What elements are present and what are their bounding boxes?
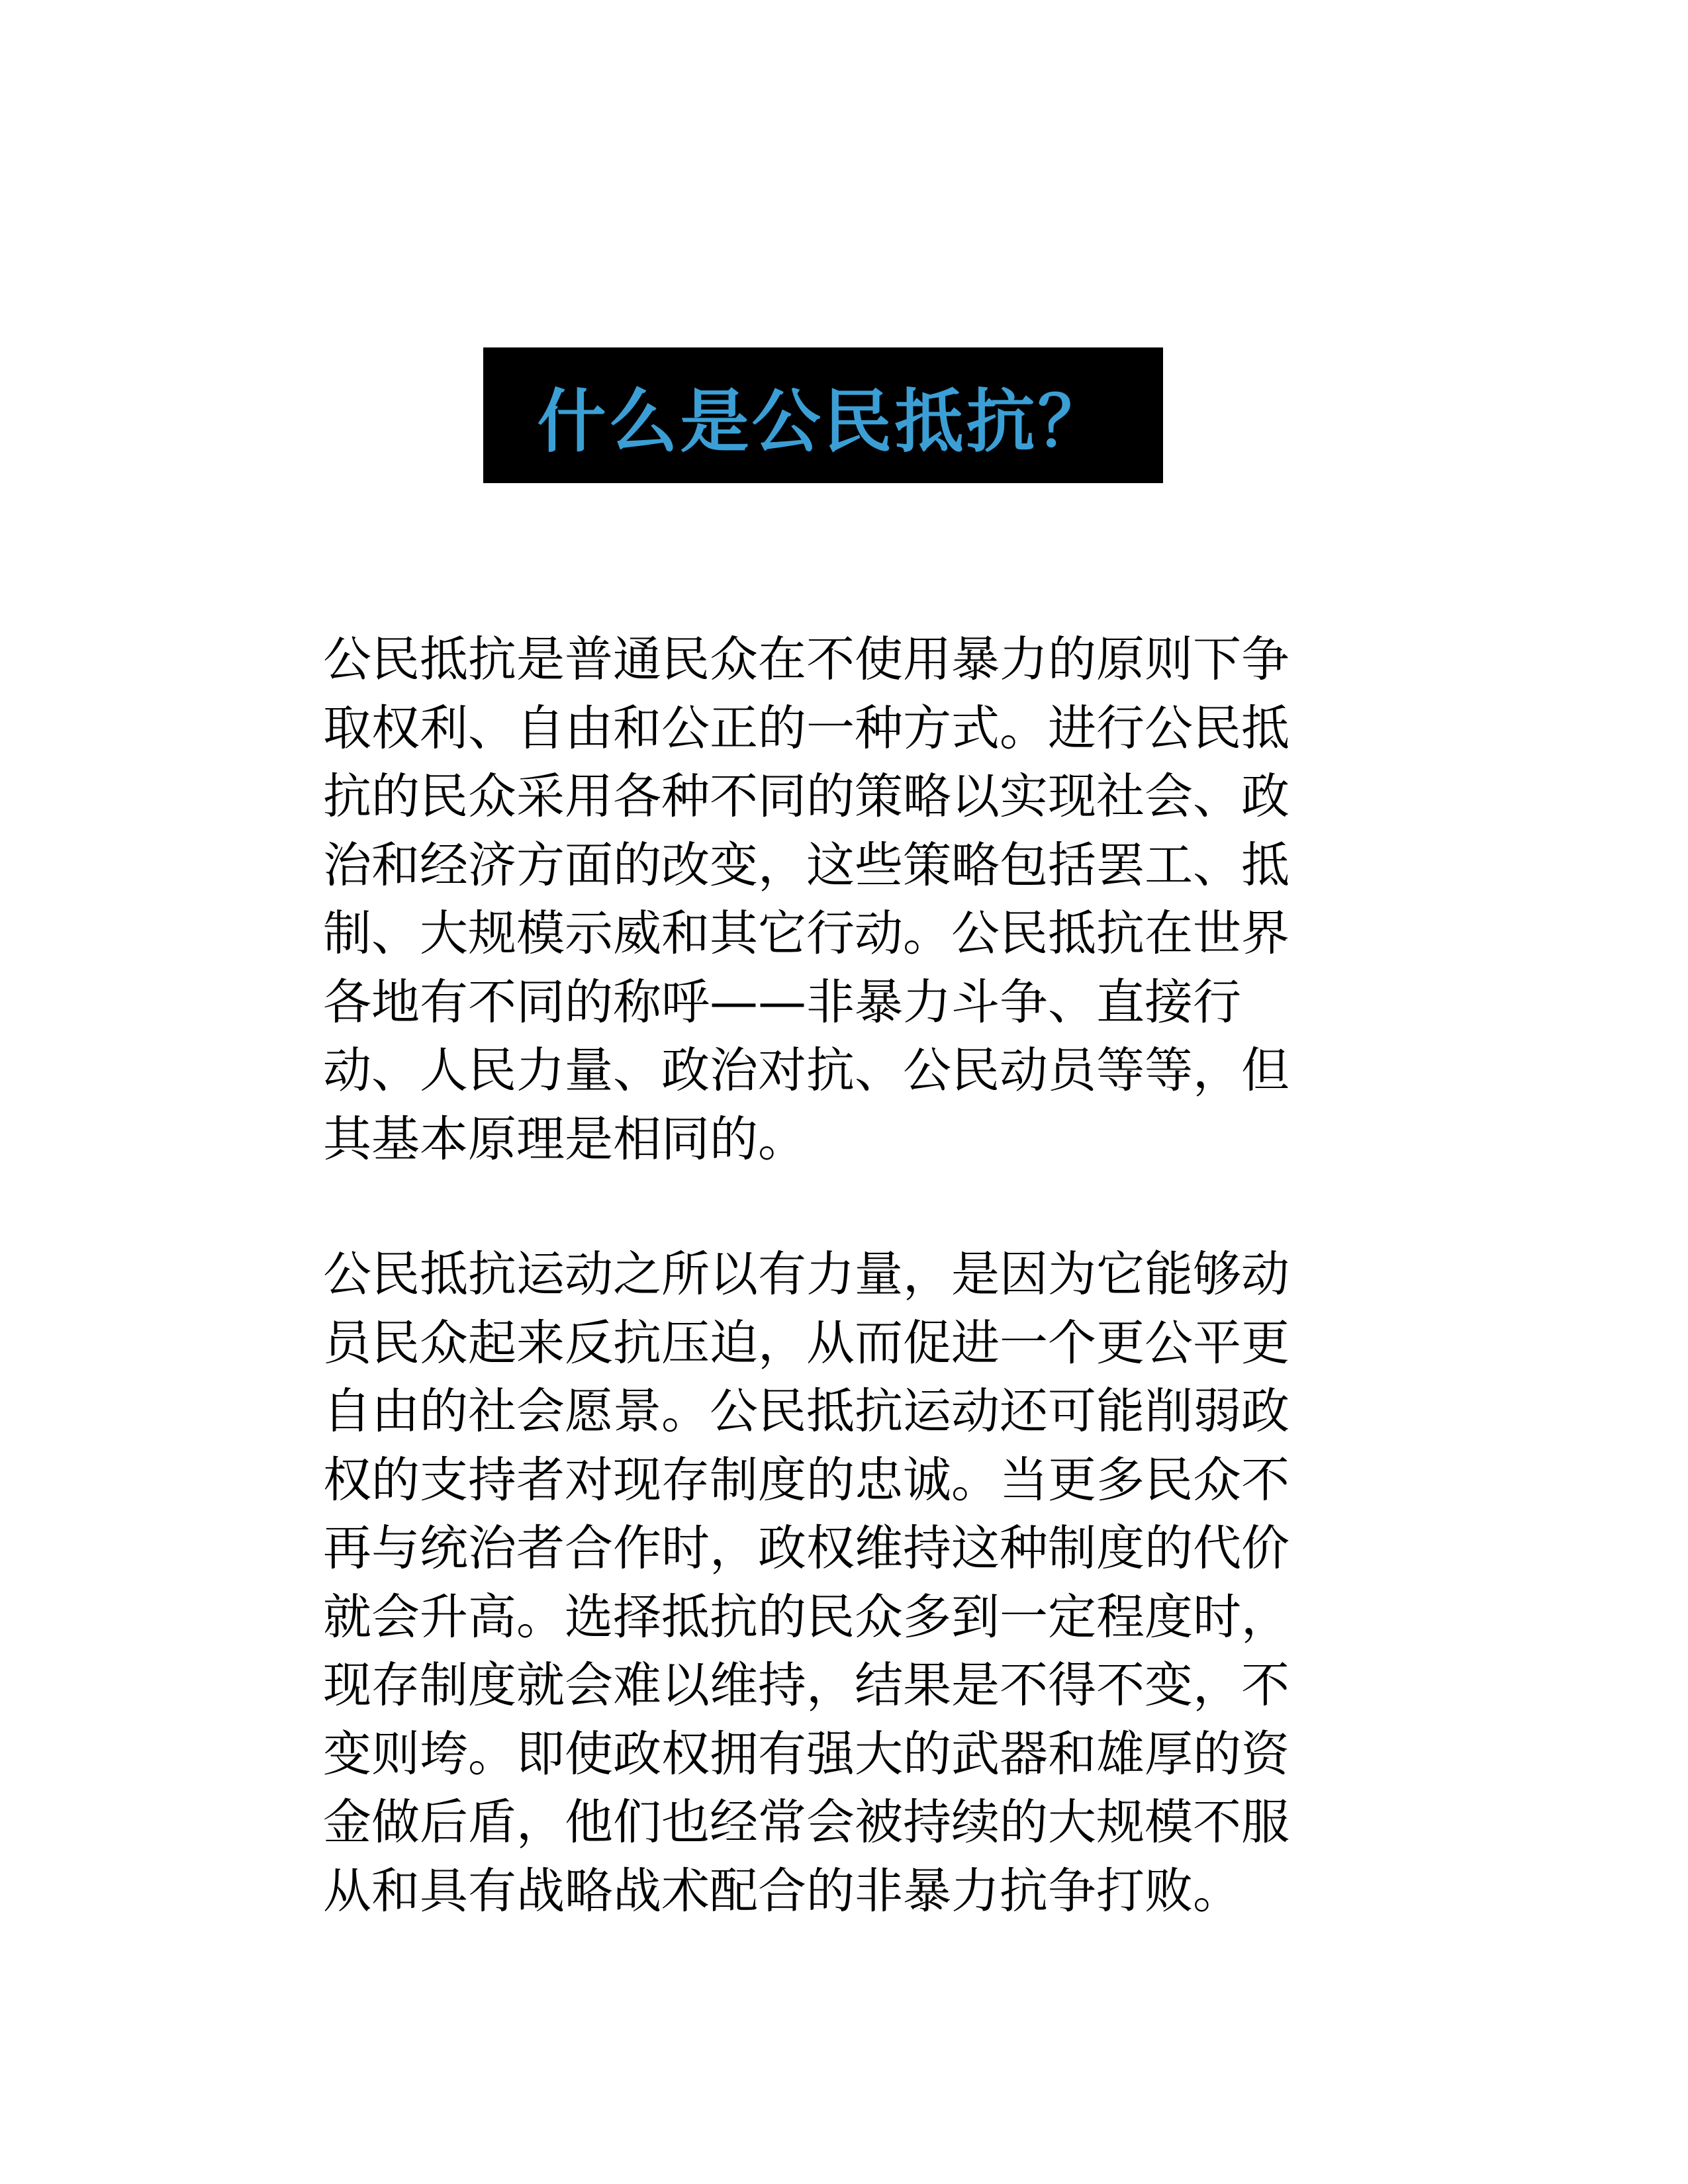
text-line: 金做后盾，他们也经常会被持续的大规模不服	[323, 1794, 1289, 1850]
text-line: 动、人民力量、政治对抗、公民动员等等，但	[323, 1042, 1289, 1099]
paragraph-power	[323, 1240, 1369, 1925]
text-line: 抗的民众采用各种不同的策略以实现社会、政	[323, 768, 1289, 825]
text-line: 变则垮。即使政权拥有强大的武器和雄厚的资	[323, 1725, 1289, 1782]
text-line: 公民抵抗运动之所以有力量，是因为它能够动	[323, 1246, 1289, 1302]
text-line: 取权利、自由和公正的一种方式。进行公民抵	[323, 700, 1289, 756]
text-line: 公民抵抗是普通民众在不使用暴力的原则下争	[323, 631, 1289, 688]
text-line: 再与统治者合作时，政权维持这种制度的代价	[323, 1520, 1289, 1576]
title-banner	[483, 347, 1163, 483]
text-line: 制、大规模示威和其它行动。公民抵抗在世界	[323, 905, 1289, 962]
text-line: 现存制度就会难以维持，结果是不得不变，不	[323, 1657, 1289, 1713]
text-line: 治和经济方面的改变，这些策略包括罢工、抵	[323, 837, 1289, 893]
text-line: 各地有不同的称呼——非暴力斗争、直接行	[323, 974, 1241, 1030]
text-line: 从和具有战略战术配合的非暴力抗争打败。	[323, 1862, 1241, 1919]
page-title: 什么是公民抵抗？	[537, 381, 1109, 462]
paragraph-definition	[323, 625, 1369, 1173]
text-line: 权的支持者对现存制度的忠诚。当更多民众不	[323, 1451, 1289, 1508]
text-line: 自由的社会愿景。公民抵抗运动还可能削弱政	[323, 1383, 1289, 1439]
text-line: 就会升高。选择抵抗的民众多到一定程度时，	[323, 1588, 1289, 1645]
text-line: 员民众起来反抗压迫，从而促进一个更公平更	[323, 1314, 1289, 1371]
text-line: 其基本原理是相同的。	[323, 1111, 806, 1167]
